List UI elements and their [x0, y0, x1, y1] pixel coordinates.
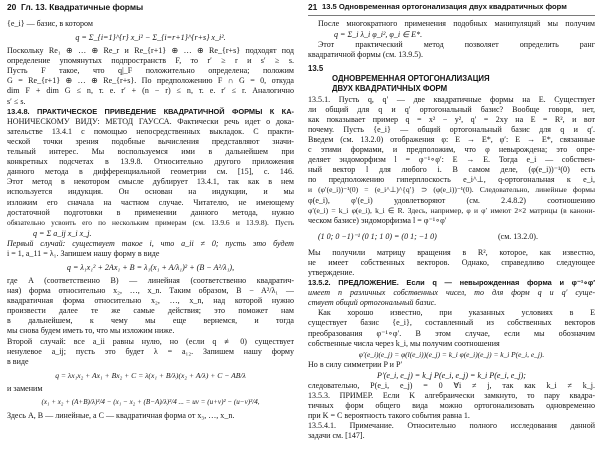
text-line: деляет эндоморфизм l = φ⁻¹∘φ′: E → E. Тогда e_i — собствен- [308, 155, 595, 165]
text-line: 13.5.1. Пусть q, q′ — две квадратичные формы на E. Существует [308, 94, 595, 104]
text-line: G = Re_{r+1} ⊕ … ⊕ Re_{r+s}. По предположению F ∩ G = 0, откуда [7, 76, 294, 86]
text-line: преобразования φ⁻¹∘φ′. В этом случае, если мы обозначим [308, 328, 595, 338]
text-line: данного метода в дифференциальной геометрии см. [15], с. 146. [7, 167, 294, 177]
equation: P′(e_i, e_j) = k_j P(e_i, e_j) = k_i P(e_i, e_j); [377, 370, 526, 380]
text-line: с этими формами, и предположим, что φ невырождена; это опре- [308, 145, 595, 155]
remark-heading: 13.5.4.1. Примечание. Относительно полного исследования данной [308, 421, 595, 431]
text-line: Этот метод в некотором смысле дублирует 13.4.1, так как в нем [7, 177, 294, 187]
text-line: ная) форма относительно x₂, …, x_n. Таким образом, B − A²/λ₁ — [7, 286, 294, 296]
equation: q = Σ_i λ_i φ_i², φ_i ∈ E*. [334, 30, 423, 40]
text-line: и (φ′(e_i))⁻¹(0) = (e_i^⊥)^{q′} ⊃ (φ(e_i))⁻¹(0). Следовательно, линейные формы [308, 185, 595, 195]
left-page-header [7, 2, 294, 16]
example-heading: 13.5.3. ПРИМЕР. Если K алгебраически замкнуто, то пару квадра- [308, 390, 595, 400]
text-line: Первый случай: существует такое i, что a_ii ≠ 0; пусть это будет [7, 238, 294, 248]
left-page [7, 0, 294, 476]
text-line: задачи см. [147]. [308, 431, 365, 441]
right-page-number: 21 [308, 2, 318, 12]
text-line: i = 1, a_11 = λ₁. Запишем нашу форму в виде [7, 248, 160, 258]
text-line: Как хорошо известно, при указанных условиях в E [318, 308, 595, 318]
text-line: ческой точки зрения подобные вычисления представляют значи- [7, 136, 294, 146]
text-line: квадратичная форма относительно x₂, …, x_n, над которой нужно [7, 296, 294, 306]
text-line: обязательно усвоить его по нескольким примерам (см. 13.9.6 и 13.9.8). Пусть [7, 217, 294, 227]
text-line: После многократного применения подобных манипуляций мы получим [318, 19, 595, 28]
text-line: где A (соответственно B) — линейная (соответственно квадратич- [7, 275, 294, 285]
left-page-number: 20 [7, 2, 17, 12]
text-line: достаточной подготовки в применении данного метода, нужно [7, 207, 294, 217]
text-line: следовательно, P(e_i, e_j) = 0 ∀i ≠ j, так как k_i ≠ k_j. [308, 380, 595, 390]
equation: q = Σ_{i=1}^{r} x_i² − Σ_{i=r+1}^{r+s} x_i². [75, 33, 226, 43]
text-line: изложим его сначала на частном случае. Читателю, не имеющему [7, 197, 294, 207]
matrix-reference: (см. 13.2.0). [498, 231, 538, 241]
text-line: в виде [7, 356, 29, 366]
text-line: s′ ≤ s. [7, 96, 26, 106]
text-line: φ′(e_i) = k_i φ(e_i), k_i ∈ R. Здесь, например, φ и φ′ имеют 2×2 матрицы (в канони- [308, 205, 595, 215]
right-page-header [308, 2, 595, 16]
proposition-heading: 13.5.2. ПРЕДЛОЖЕНИЕ. Если q — невырожденная форма и φ⁻¹∘φ′ [308, 278, 595, 288]
text-line: определение упомянутых подпространств F, то r′ ≥ r и s′ ≥ s. [7, 56, 294, 66]
right-page [308, 0, 595, 476]
text-line: ствует общий ортогональный базис. [308, 298, 437, 308]
text-line: Но в силу симметрии P и P′ [308, 359, 403, 369]
equation: q = λ₁x₁² + 2Ax₁ + B = λ₁(x₁ + A/λ₁)² + (B − A²/λ₁), [66, 262, 235, 272]
text-line: почему. Пусть {e_i} — общий ортогональный базис для q и q′. [308, 124, 595, 134]
equation: φ′(e_i)(e_j) = φ(l(e_i))(e_j) = k_i φ(e_i)(e_j) = k_i P(e_i, e_j). [358, 349, 545, 359]
text-line: имеет n различных собственных чисел, то для форм q и q′ суще- [308, 288, 595, 298]
matrix-product: (1 0; 0 −1)⁻¹ (0 1; 1 0) = (0 1; −1 0) [318, 231, 437, 241]
text-line: при K = C вероятность такого события равна 1. [308, 411, 470, 421]
text-line: в дальнейшем, к чему мы еще вернемся, и тогда [7, 316, 294, 326]
header-rule [308, 15, 595, 16]
right-page-title: 13.5 Одновременная ортогонализация двух квадратичных форм [322, 2, 567, 11]
text-line: по предположению гиперплоскость e_i^⊥, q-ортогональная к e_i, [308, 175, 595, 185]
section-title: ОДНОВРЕМЕННАЯ ОРТОГОНАЛИЗАЦИЯ [332, 74, 490, 84]
text-line: тельный интерес. Мы воспользуемся ими в дальнейшем при [7, 147, 294, 157]
text-line: ненулевое a_ij; пусть это будет λ = a₁₂. Запишем нашу форму [7, 346, 294, 356]
text-line: Этот практический метод позволяет определить ранг [318, 40, 595, 50]
text-line: мы снова будем иметь то, что мы изложим ниже. [7, 326, 175, 336]
text-line: и заменим [7, 383, 43, 393]
text-line: dim F + dim G ≤ n, т. е. r′ + (n − r) ≤ n, т. е. r′ ≤ r. Аналогично [7, 86, 294, 96]
text-line: существует базис {e_i}, составленный из собственных векторов [308, 318, 595, 328]
text-line: Второй случай: все a_ii равны нулю, но (если q ≢ 0) существует [7, 336, 294, 346]
equation: (x₁ + x₂ + (A+B)/λ)²/4 − (x₁ − x₂ + (B−A)/λ)²/4 ... = uv = (u+v)² − (u−v)²/4, [41, 397, 260, 406]
text-line: ли общий для q и q′ ортогональный базис? Вообще говоря, нет, [308, 104, 595, 114]
text-line: Введем (см. 13.2.0) отображения φ: E → E*, φ′: E → E*, связанные [308, 134, 595, 144]
text-line: Пусть F такое, что q|_F положительно определена; положим [7, 66, 294, 76]
text-line: используется индукция. Он основан на индукции, и мы [7, 187, 294, 197]
text-line: квадратичной формы (см. 13.9.5). [308, 50, 423, 60]
text-line: ческом базисе) эндоморфизма l = φ⁻¹∘φ′ [308, 215, 447, 225]
equation: q = Σ a_ij x_i x_j. [33, 228, 92, 238]
text-line: Мы получили матрицу вращения в R², которое, как известно, [308, 247, 595, 257]
text-line: НОНИЧЕСКОМУ ВИДУ: МЕТОД ГАУССА. Фактически речь идет о дока- [7, 116, 294, 126]
text-line: ный вектор l для любого i. В самом деле, (φ(e_i))⁻¹(0) есть [308, 165, 595, 175]
text-line: утверждение. [308, 267, 355, 277]
text-line: собственные числа через k_i, мы получим соотношения [308, 338, 500, 348]
matrix-equation [308, 226, 595, 248]
left-page-title: Гл. 13. Квадратичные формы [21, 2, 144, 12]
section-heading: 13.4.8. ПРАКТИЧЕСКОЕ ПРИВЕДЕНИЕ КВАДРАТИЧНОЙ ФОРМЫ К КА- [7, 106, 294, 116]
text-line: {e_i} — базис, в котором [7, 19, 94, 28]
text-line: произвести далее те же самые действия; это поможет нам [7, 306, 294, 316]
right-page-body [308, 19, 595, 476]
text-line: φ(e_i), φ′(e_i) удовлетворяют (см. 2.4.8.2) соотношению [308, 195, 595, 205]
text-line: конкретных подсчетах в 13.9.8. Относительно другого приложения [7, 157, 294, 167]
text-line: Поскольку Re₁ ⊕ … ⊕ Re_r и Re_{r+1} ⊕ … ⊕ Re_{r+s} подходят под [7, 46, 294, 56]
text-line: Здесь A, B — линейные, а C — квадратичная форма от x₃, …, x_n. [7, 410, 235, 420]
section-number: 13.5 [308, 64, 324, 74]
text-line: зательстве 13.4.1 с помощью непосредственных выкладок. С практи- [7, 126, 294, 136]
text-line: не имеет собственных векторов. Однако, справедливо следующее [308, 257, 595, 267]
text-line: тичных форм общего вида можно ортогонализовать одновременно [308, 401, 595, 410]
left-page-body [7, 19, 294, 476]
text-line: как показывает пример q = x² − y², q′ = 2xy на E = R², и вот [308, 114, 595, 124]
equation: q = λx₁x₂ + Ax₁ + Bx₂ + C = λ(x₁ + B/λ)(x₂ + A/λ) + C − AB/λ [55, 370, 246, 380]
section-title: ДВУХ КВАДРАТИЧНЫХ ФОРМ [332, 84, 448, 94]
